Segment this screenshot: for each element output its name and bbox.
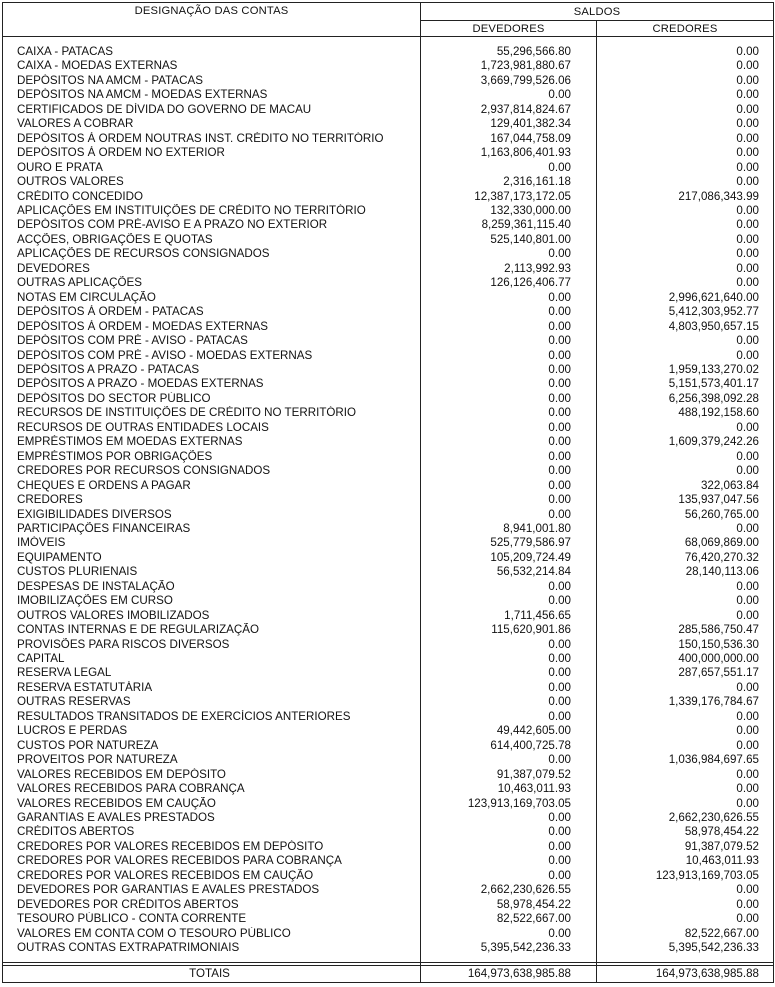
- devedores-value: 10,463,011.93: [421, 782, 597, 796]
- table-row: [3, 291, 774, 305]
- credores-value: 0.00: [597, 74, 774, 88]
- credores-value: 0.00: [597, 117, 774, 131]
- devedores-value: 82,522,667.00: [421, 912, 597, 926]
- devedores-value: 0.00: [421, 247, 597, 261]
- credores-value: 0.00: [597, 797, 774, 811]
- credores-value: 0.00: [597, 59, 774, 73]
- totals-row: [3, 965, 774, 982]
- account-name: NOTAS EM CIRCULAÇÃO: [3, 291, 421, 305]
- table-row: [3, 464, 774, 478]
- credores-value: 0.00: [597, 88, 774, 102]
- credores-value: 400,000,000.00: [597, 652, 774, 666]
- devedores-value: 0.00: [421, 291, 597, 305]
- table-row: [3, 377, 774, 391]
- credores-value: 0.00: [597, 739, 774, 753]
- devedores-value: 2,316,161.18: [421, 175, 597, 189]
- table-row: [3, 854, 774, 868]
- devedores-value: 0.00: [421, 377, 597, 391]
- account-name: IMOBILIZAÇÕES EM CURSO: [3, 594, 421, 608]
- account-name: CREDORES POR VALORES RECEBIDOS EM DEPÓSITO: [3, 840, 421, 854]
- account-name: EMPRÉSTIMOS POR OBRIGAÇÕES: [3, 450, 421, 464]
- credores-value: 68,069,869.00: [597, 536, 774, 550]
- table-row: [3, 768, 774, 782]
- devedores-value: 49,442,605.00: [421, 724, 597, 738]
- account-name: CUSTOS POR NATUREZA: [3, 739, 421, 753]
- credores-value: 58,978,454.22: [597, 825, 774, 839]
- table-row: [3, 450, 774, 464]
- totals-devedores: 164,973,638,985.88: [421, 965, 597, 982]
- devedores-value: 0.00: [421, 320, 597, 334]
- table-row: [3, 363, 774, 377]
- credores-value: 2,662,230,626.55: [597, 811, 774, 825]
- account-name: OUTRAS RESERVAS: [3, 695, 421, 709]
- credores-value: 0.00: [597, 247, 774, 261]
- credores-value: 123,913,169,703.05: [597, 869, 774, 883]
- account-name: CUSTOS PLURIENAIS: [3, 565, 421, 579]
- devedores-value: 132,330,000.00: [421, 204, 597, 218]
- account-name: RESULTADOS TRANSITADOS DE EXERCÍCIOS ANTERIORES: [3, 710, 421, 724]
- credores-value: 0.00: [597, 594, 774, 608]
- table-row: [3, 898, 774, 912]
- table-row: [3, 334, 774, 348]
- table-row: [3, 103, 774, 117]
- credores-value: 488,192,158.60: [597, 406, 774, 420]
- header-credores: CREDORES: [597, 21, 774, 37]
- credores-value: 5,412,303,952.77: [597, 305, 774, 319]
- table-row: [3, 609, 774, 623]
- credores-value: 0.00: [597, 175, 774, 189]
- devedores-value: 0.00: [421, 392, 597, 406]
- devedores-value: 0.00: [421, 580, 597, 594]
- account-name: CAIXA - MOEDAS EXTERNAS: [3, 59, 421, 73]
- account-name: CAIXA - PATACAS: [3, 37, 421, 60]
- account-name: DEVEDORES POR GARANTIAS E AVALES PRESTADOS: [3, 883, 421, 897]
- accounts-table: [2, 2, 774, 983]
- table-row: [3, 117, 774, 131]
- devedores-value: 126,126,406.77: [421, 276, 597, 290]
- account-name: DEPÓSITOS A PRAZO - MOEDAS EXTERNAS: [3, 377, 421, 391]
- devedores-value: 0.00: [421, 479, 597, 493]
- devedores-value: 525,140,801.00: [421, 233, 597, 247]
- devedores-value: 0.00: [421, 927, 597, 941]
- devedores-value: 58,978,454.22: [421, 898, 597, 912]
- credores-value: 5,395,542,236.33: [597, 941, 774, 962]
- table-row: [3, 695, 774, 709]
- credores-value: 0.00: [597, 883, 774, 897]
- devedores-value: 129,401,382.34: [421, 117, 597, 131]
- table-row: [3, 74, 774, 88]
- account-name: VALORES A COBRAR: [3, 117, 421, 131]
- table-row: [3, 88, 774, 102]
- credores-value: 0.00: [597, 276, 774, 290]
- devedores-value: 0.00: [421, 450, 597, 464]
- account-name: DESPESAS DE INSTALAÇÃO: [3, 580, 421, 594]
- credores-value: 0.00: [597, 580, 774, 594]
- table-row: [3, 927, 774, 941]
- header-devedores: DEVEDORES: [421, 21, 597, 37]
- devedores-value: 0.00: [421, 464, 597, 478]
- devedores-value: 0.00: [421, 825, 597, 839]
- table-row: [3, 349, 774, 363]
- credores-value: 0.00: [597, 710, 774, 724]
- header-designacao: DESIGNAÇÃO DAS CONTAS: [3, 3, 421, 37]
- account-name: VALORES EM CONTA COM O TESOURO PÚBLICO: [3, 927, 421, 941]
- credores-value: 0.00: [597, 609, 774, 623]
- account-name: DEPÓSITOS À ORDEM NO EXTERIOR: [3, 146, 421, 160]
- account-name: DEPÓSITOS NA AMCM - PATACAS: [3, 74, 421, 88]
- credores-value: 287,657,551.17: [597, 666, 774, 680]
- credores-value: 0.00: [597, 146, 774, 160]
- account-name: OUTRAS CONTAS EXTRAPATRIMONIAIS: [3, 941, 421, 962]
- table-row: [3, 797, 774, 811]
- totals-label: TOTAIS: [3, 965, 421, 982]
- totals-credores: 164,973,638,985.88: [597, 965, 774, 982]
- credores-value: 82,522,667.00: [597, 927, 774, 941]
- credores-value: 0.00: [597, 768, 774, 782]
- account-name: EXIGIBILIDADES DIVERSOS: [3, 508, 421, 522]
- table-row: [3, 724, 774, 738]
- table-body: [3, 37, 774, 963]
- credores-value: 0.00: [597, 161, 774, 175]
- devedores-value: 0.00: [421, 652, 597, 666]
- table-row: [3, 392, 774, 406]
- table-row: [3, 132, 774, 146]
- credores-value: 10,463,011.93: [597, 854, 774, 868]
- table-header: [3, 3, 774, 37]
- header-saldos: SALDOS: [421, 3, 774, 21]
- account-name: RECURSOS DE INSTITUIÇÕES DE CRÉDITO NO TERRITÓRIO: [3, 406, 421, 420]
- devedores-value: 1,723,981,880.67: [421, 59, 597, 73]
- devedores-value: 0.00: [421, 334, 597, 348]
- devedores-value: 0.00: [421, 349, 597, 363]
- credores-value: 0.00: [597, 898, 774, 912]
- devedores-value: 0.00: [421, 854, 597, 868]
- devedores-value: 0.00: [421, 363, 597, 377]
- account-name: CREDORES POR RECURSOS CONSIGNADOS: [3, 464, 421, 478]
- account-name: DEPÓSITOS À ORDEM - PATACAS: [3, 305, 421, 319]
- devedores-value: 525,779,586.97: [421, 536, 597, 550]
- devedores-value: 0.00: [421, 493, 597, 507]
- table-row: [3, 247, 774, 261]
- credores-value: 1,959,133,270.02: [597, 363, 774, 377]
- account-name: DEPÓSITOS NA AMCM - MOEDAS EXTERNAS: [3, 88, 421, 102]
- table-row: [3, 580, 774, 594]
- account-name: DEPÓSITOS COM PRÉ-AVISO E A PRAZO NO EXTERIOR: [3, 218, 421, 232]
- account-name: EMPRÉSTIMOS EM MOEDAS EXTERNAS: [3, 435, 421, 449]
- credores-value: 150,150,536.30: [597, 638, 774, 652]
- credores-value: 0.00: [597, 464, 774, 478]
- table-row: [3, 883, 774, 897]
- table-row: [3, 508, 774, 522]
- devedores-value: 0.00: [421, 435, 597, 449]
- devedores-value: 0.00: [421, 666, 597, 680]
- table-row: [3, 666, 774, 680]
- credores-value: 0.00: [597, 37, 774, 60]
- credores-value: 285,586,750.47: [597, 623, 774, 637]
- devedores-value: 0.00: [421, 638, 597, 652]
- table-row: [3, 594, 774, 608]
- credores-value: 91,387,079.52: [597, 840, 774, 854]
- devedores-value: 0.00: [421, 305, 597, 319]
- table-row: [3, 262, 774, 276]
- table-row: [3, 638, 774, 652]
- devedores-value: 167,044,758.09: [421, 132, 597, 146]
- devedores-value: 0.00: [421, 695, 597, 709]
- account-name: IMÓVEIS: [3, 536, 421, 550]
- devedores-value: 0.00: [421, 406, 597, 420]
- devedores-value: 0.00: [421, 710, 597, 724]
- credores-value: 1,609,379,242.26: [597, 435, 774, 449]
- account-name: DEVEDORES: [3, 262, 421, 276]
- account-name: CRÉDITOS ABERTOS: [3, 825, 421, 839]
- account-name: CREDORES POR VALORES RECEBIDOS EM CAUÇÃO: [3, 869, 421, 883]
- devedores-value: 2,937,814,824.67: [421, 103, 597, 117]
- table-row: [3, 406, 774, 420]
- table-row: [3, 536, 774, 550]
- table-row: [3, 811, 774, 825]
- credores-value: 0.00: [597, 233, 774, 247]
- account-name: RECURSOS DE OUTRAS ENTIDADES LOCAIS: [3, 421, 421, 435]
- table-row: [3, 479, 774, 493]
- account-name: ACÇÕES, OBRIGAÇÕES E QUOTAS: [3, 233, 421, 247]
- credores-value: 6,256,398,092.28: [597, 392, 774, 406]
- credores-value: 0.00: [597, 103, 774, 117]
- account-name: OUTROS VALORES IMOBILIZADOS: [3, 609, 421, 623]
- devedores-value: 56,532,214.84: [421, 565, 597, 579]
- devedores-value: 0.00: [421, 508, 597, 522]
- table-row: [3, 782, 774, 796]
- table-row: [3, 421, 774, 435]
- credores-value: 322,063.84: [597, 479, 774, 493]
- account-name: OURO E PRATA: [3, 161, 421, 175]
- credores-value: 0.00: [597, 681, 774, 695]
- account-name: GARANTIAS E AVALES PRESTADOS: [3, 811, 421, 825]
- credores-value: 76,420,270.32: [597, 551, 774, 565]
- table-row: [3, 305, 774, 319]
- devedores-value: 2,662,230,626.55: [421, 883, 597, 897]
- devedores-value: 12,387,173,172.05: [421, 190, 597, 204]
- credores-value: 4,803,950,657.15: [597, 320, 774, 334]
- account-name: OUTRAS APLICAÇÕES: [3, 276, 421, 290]
- credores-value: 0.00: [597, 349, 774, 363]
- devedores-value: 115,620,901.86: [421, 623, 597, 637]
- account-name: DEPÓSITOS COM PRÉ - AVISO - PATACAS: [3, 334, 421, 348]
- table-row: [3, 825, 774, 839]
- account-name: APLICAÇÕES DE RECURSOS CONSIGNADOS: [3, 247, 421, 261]
- credores-value: 0.00: [597, 724, 774, 738]
- devedores-value: 0.00: [421, 840, 597, 854]
- credores-value: 5,151,573,401.17: [597, 377, 774, 391]
- table-row: [3, 276, 774, 290]
- devedores-value: 105,209,724.49: [421, 551, 597, 565]
- table-row: [3, 869, 774, 883]
- credores-value: 0.00: [597, 262, 774, 276]
- account-name: OUTROS VALORES: [3, 175, 421, 189]
- account-name: PROVEITOS POR NATUREZA: [3, 753, 421, 767]
- credores-value: 0.00: [597, 334, 774, 348]
- devedores-value: 5,395,542,236.33: [421, 941, 597, 962]
- account-name: CREDORES POR VALORES RECEBIDOS PARA COBRANÇA: [3, 854, 421, 868]
- credores-value: 0.00: [597, 421, 774, 435]
- table-row: [3, 493, 774, 507]
- table-row: [3, 565, 774, 579]
- balance-sheet: [2, 2, 773, 983]
- table-row: [3, 37, 774, 60]
- table-row: [3, 652, 774, 666]
- table-row: [3, 204, 774, 218]
- devedores-value: 0.00: [421, 161, 597, 175]
- devedores-value: 2,113,992.93: [421, 262, 597, 276]
- table-row: [3, 739, 774, 753]
- credores-value: 2,996,621,640.00: [597, 291, 774, 305]
- table-row: [3, 435, 774, 449]
- table-row: [3, 941, 774, 962]
- account-name: RESERVA LEGAL: [3, 666, 421, 680]
- account-name: VALORES RECEBIDOS PARA COBRANÇA: [3, 782, 421, 796]
- credores-value: 0.00: [597, 132, 774, 146]
- table-row: [3, 233, 774, 247]
- account-name: DEPÓSITOS DO SECTOR PÚBLICO: [3, 392, 421, 406]
- credores-value: 0.00: [597, 912, 774, 926]
- devedores-value: 0.00: [421, 811, 597, 825]
- table-row: [3, 681, 774, 695]
- account-name: LUCROS E PERDAS: [3, 724, 421, 738]
- table-row: [3, 710, 774, 724]
- devedores-value: 91,387,079.52: [421, 768, 597, 782]
- account-name: CAPITAL: [3, 652, 421, 666]
- account-name: APLICAÇÕES EM INSTITUIÇÕES DE CRÉDITO NO TERRITÓRIO: [3, 204, 421, 218]
- credores-value: 0.00: [597, 782, 774, 796]
- table-row: [3, 320, 774, 334]
- table-row: [3, 840, 774, 854]
- account-name: TESOURO PÚBLICO - CONTA CORRENTE: [3, 912, 421, 926]
- account-name: DEPÓSITOS À ORDEM - MOEDAS EXTERNAS: [3, 320, 421, 334]
- account-name: VALORES RECEBIDOS EM CAUÇÃO: [3, 797, 421, 811]
- credores-value: 0.00: [597, 204, 774, 218]
- credores-value: 1,339,176,784.67: [597, 695, 774, 709]
- devedores-value: 8,259,361,115.40: [421, 218, 597, 232]
- account-name: DEPÓSITOS A PRAZO - PATACAS: [3, 363, 421, 377]
- devedores-value: 0.00: [421, 421, 597, 435]
- credores-value: 56,260,765.00: [597, 508, 774, 522]
- account-name: CERTIFICADOS DE DÍVIDA DO GOVERNO DE MACAU: [3, 103, 421, 117]
- devedores-value: 1,163,806,401.93: [421, 146, 597, 160]
- account-name: CREDORES: [3, 493, 421, 507]
- table-row: [3, 623, 774, 637]
- table-row: [3, 146, 774, 160]
- table-row: [3, 175, 774, 189]
- account-name: RESERVA ESTATUTÁRIA: [3, 681, 421, 695]
- account-name: CHEQUES E ORDENS A PAGAR: [3, 479, 421, 493]
- devedores-value: 123,913,169,703.05: [421, 797, 597, 811]
- account-name: VALORES RECEBIDOS EM DEPÓSITO: [3, 768, 421, 782]
- devedores-value: 0.00: [421, 753, 597, 767]
- account-name: DEPÓSITOS COM PRÉ - AVISO - MOEDAS EXTERNAS: [3, 349, 421, 363]
- credores-value: 135,937,047.56: [597, 493, 774, 507]
- account-name: EQUIPAMENTO: [3, 551, 421, 565]
- devedores-value: 1,711,456.65: [421, 609, 597, 623]
- account-name: PARTICIPAÇÕES FINANCEIRAS: [3, 522, 421, 536]
- devedores-value: 0.00: [421, 594, 597, 608]
- credores-value: 28,140,113.06: [597, 565, 774, 579]
- account-name: PROVISÕES PARA RISCOS DIVERSOS: [3, 638, 421, 652]
- credores-value: 0.00: [597, 522, 774, 536]
- table-row: [3, 522, 774, 536]
- table-row: [3, 753, 774, 767]
- devedores-value: 8,941,001.80: [421, 522, 597, 536]
- credores-value: 0.00: [597, 218, 774, 232]
- account-name: DEVEDORES POR CRÉDITOS ABERTOS: [3, 898, 421, 912]
- devedores-value: 55,296,566.80: [421, 37, 597, 60]
- credores-value: 1,036,984,697.65: [597, 753, 774, 767]
- devedores-value: 614,400,725.78: [421, 739, 597, 753]
- devedores-value: 0.00: [421, 869, 597, 883]
- table-row: [3, 190, 774, 204]
- table-row: [3, 912, 774, 926]
- devedores-value: 0.00: [421, 88, 597, 102]
- credores-value: 0.00: [597, 450, 774, 464]
- account-name: CONTAS INTERNAS E DE REGULARIZAÇÃO: [3, 623, 421, 637]
- devedores-value: 0.00: [421, 681, 597, 695]
- table-footer: [3, 962, 774, 982]
- table-row: [3, 59, 774, 73]
- devedores-value: 3,669,799,526.06: [421, 74, 597, 88]
- table-row: [3, 218, 774, 232]
- table-row: [3, 551, 774, 565]
- credores-value: 217,086,343.99: [597, 190, 774, 204]
- table-row: [3, 161, 774, 175]
- account-name: DEPÓSITOS À ORDEM NOUTRAS INST. CRÉDITO NO TERRITÓRIO: [3, 132, 421, 146]
- account-name: CRÉDITO CONCEDIDO: [3, 190, 421, 204]
